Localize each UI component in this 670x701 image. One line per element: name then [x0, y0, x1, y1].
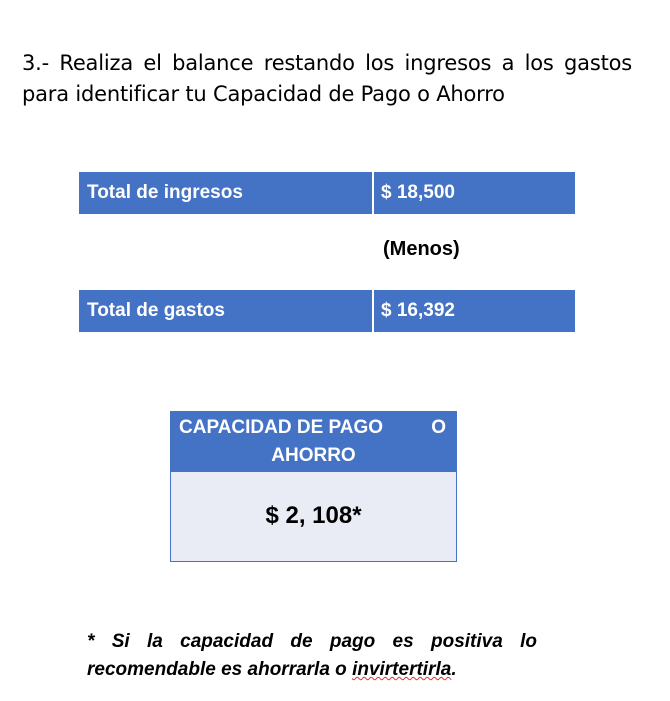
footnote-text: * Si la capacidad de pago es positiva lo recomendable es ahorrarla o	[87, 631, 537, 680]
capacity-header-title: CAPACIDAD DE PAGO	[179, 417, 384, 438]
income-value: $ 18,500	[374, 172, 575, 214]
expenses-label: Total de gastos	[79, 290, 372, 332]
capacity-header	[171, 412, 456, 472]
footnote-end: .	[451, 659, 457, 680]
expenses-value: $ 16,392	[374, 290, 575, 332]
income-label: Total de ingresos	[79, 172, 372, 214]
minus-operator: (Menos)	[383, 238, 460, 260]
expenses-row	[79, 290, 575, 332]
capacity-header-savings: AHORRO	[271, 445, 356, 466]
capacity-value: $ 2, 108*	[265, 502, 362, 529]
capacity-box	[170, 411, 457, 562]
footnote	[87, 628, 537, 684]
capacity-header-or: O	[431, 417, 446, 438]
income-row	[79, 172, 575, 214]
spellcheck-word[interactable]: invirtertirla	[352, 659, 452, 680]
instruction-text: 3.- Realiza el balance restando los ingresos a los gastos para identificar tu Capacidad de Pago o Ahorro	[22, 51, 632, 106]
